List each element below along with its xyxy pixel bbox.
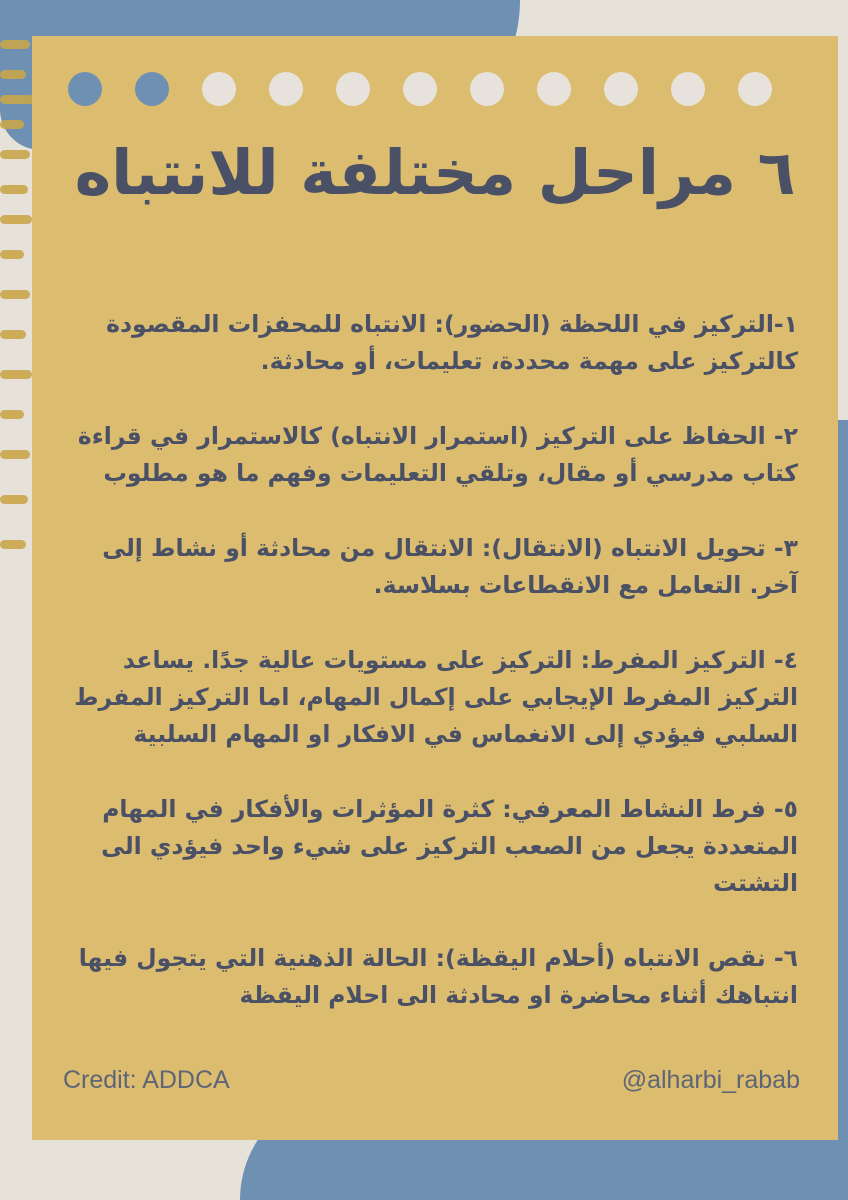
stage-item-2: ٢- الحفاظ على التركيز (استمرار الانتباه) كالاستمرار في قراءة كتاب مدرسي أو مقال، وتلقي التعليمات وفهم ما هو مطلوب [77, 422, 798, 487]
stage-item-4: ٤- التركيز المفرط: التركيز على مستويات عالية جدًا. يساعد التركيز المفرط الإيجابي على إكمال المهام، اما التركيز المفرط السلبي فيؤدي إلى الانغماس في الافكار او المهام السلبية [74, 646, 798, 748]
stage-item-1: ١-التركيز في اللحظة (الحضور): الانتباه للمحفزات المقصودة كالتركيز على مهمة محددة، تعليمات، أو محادثة. [106, 310, 798, 375]
credit-text: Credit: ADDCA [63, 1066, 230, 1094]
stage-item-3: ٣- تحويل الانتباه (الانتقال): الانتقال من محادثة أو نشاط إلى آخر. التعامل مع الانقطاعات بسلاسة. [102, 534, 798, 599]
stage-item-5: ٥- فرط النشاط المعرفي: كثرة المؤثرات والأفكار في المهام المتعددة يجعل من الصعب التركيز على شيء واحد فيؤدي الى التشتت [101, 795, 798, 897]
stage-item-6: ٦- نقص الانتباه (أحلام اليقظة): الحالة الذهنية التي يتجول فيها انتباهك أثناء محاضرة او محادثة الى احلام اليقظة [78, 944, 798, 1009]
author-handle: @alharbi_rabab [621, 1066, 800, 1094]
stages-list [68, 306, 798, 1052]
notepad-card [32, 36, 838, 1140]
page-title: ٦ مراحل مختلفة للانتباه [74, 136, 796, 209]
